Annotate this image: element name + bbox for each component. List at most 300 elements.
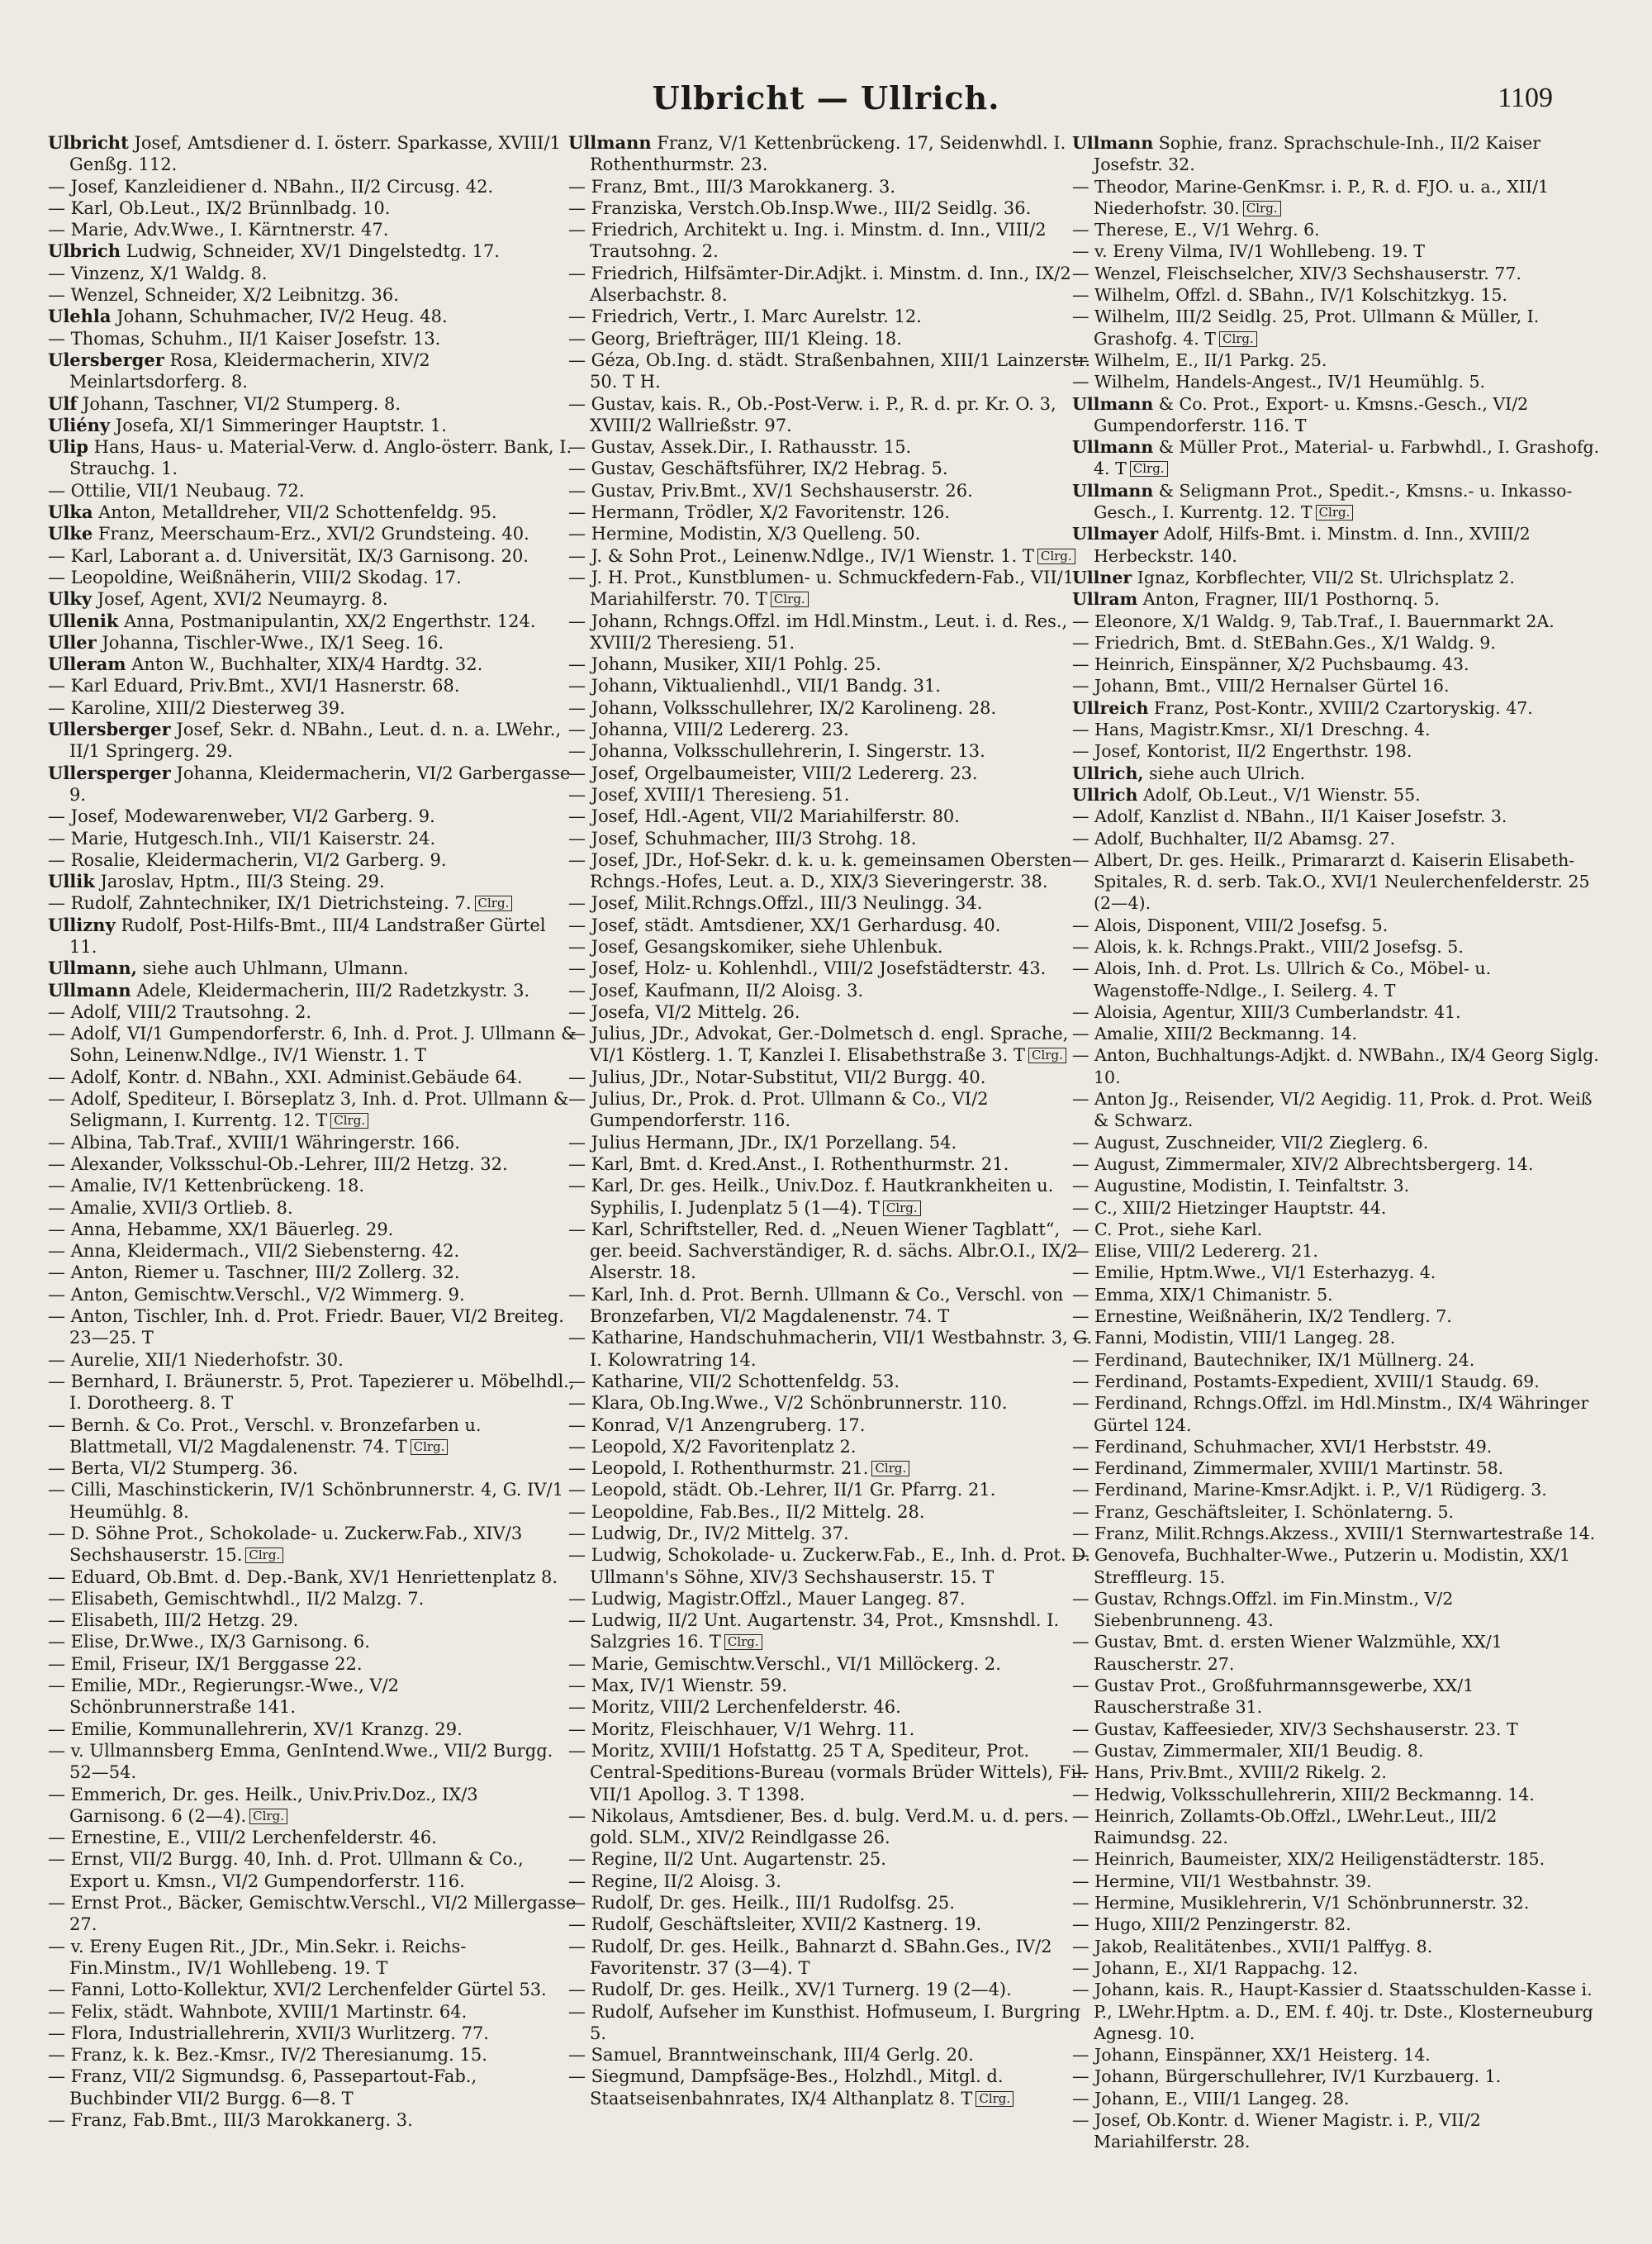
entry-surname: Uliény [48, 414, 111, 435]
directory-entry [48, 675, 577, 696]
directory-entry [568, 1436, 1097, 1457]
entry-text: — Konrad, V/1 Anzengruberg. 17. [568, 1414, 866, 1435]
entry-text: & Müller Prot., Material- u. Farbwhdl., I. Grashofg. 4. T [1094, 437, 1600, 479]
directory-entry [1072, 284, 1601, 306]
directory-entry [1072, 2066, 1601, 2087]
entry-text: — Felix, städt. Wahnbote, XVIII/1 Martinstr. 64. [48, 2001, 468, 2022]
directory-entry [48, 1197, 577, 1219]
directory-entry [568, 936, 1097, 958]
directory-entry [568, 1719, 1097, 1740]
entry-surname: Ullrich [1072, 784, 1138, 805]
entry-text: — Elise, VIII/2 Ledererg. 21. [1072, 1241, 1318, 1262]
directory-entry [1072, 1588, 1601, 1632]
entry-text: — Ernst Prot., Bäcker, Gemischtw.Verschl., VI/2 Millergasse 27. [48, 1893, 577, 1935]
clearing-badge: Clrg. [245, 1548, 283, 1563]
directory-entry [568, 1001, 1097, 1023]
directory-entry [1072, 1262, 1601, 1283]
directory-entry [1072, 1001, 1601, 1023]
entry-text: — Albert, Dr. ges. Heilk., Primararzt d. Kaiserin Elisabeth-Spitales, R. d. serb. Tak.O., XVI/1 Neulerchenfelderstr. 25 (2—4). [1072, 849, 1590, 914]
entry-text: — Elisabeth, Gemischtwhdl., II/2 Malzg. 7. [48, 1588, 425, 1609]
entry-text: — Adolf, Kanzlist d. NBahn., II/1 Kaiser Josefstr. 3. [1072, 806, 1507, 827]
entry-text: — Karl Eduard, Priv.Bmt., XVI/1 Hasnerstr. 68. [48, 676, 460, 696]
directory-entry [1072, 611, 1601, 632]
entry-text: — Johann, Rchngs.Offzl. im Hdl.Minstm., Leut. i. d. Res., XVIII/2 Theresieng. 51. [568, 611, 1068, 653]
directory-entry [1072, 784, 1601, 806]
entry-text: Josef, Sekr. d. NBahn., Leut. d. n. a. LWehr., II/1 Springerg. 29. [69, 720, 562, 762]
directory-entry [1072, 480, 1601, 524]
entry-text: — Eleonore, X/1 Waldg. 9, Tab.Traf., I. Bauernmarkt 2A. [1072, 611, 1555, 631]
entry-text: — Johann, E., XI/1 Rappachg. 12. [1072, 1957, 1359, 1978]
entry-text: — Anton, Tischler, Inh. d. Prot. Friedr. Bauer, VI/2 Breiteg. 23—25. T [48, 1306, 564, 1348]
entry-text: — Hermann, Trödler, X/2 Favoritenstr. 126. [568, 502, 951, 523]
entry-text: — Rudolf, Aufseher im Kunsthist. Hofmuseum, I. Burgring 5. [568, 2001, 1081, 2043]
directory-entry [1072, 1675, 1601, 1719]
directory-entry [568, 436, 1097, 458]
entry-text: — Johann, Musiker, XII/1 Pohlg. 25. [568, 654, 881, 675]
entry-text: — Regine, II/2 Aloisg. 3. [568, 1871, 781, 1891]
directory-entry [48, 1740, 577, 1784]
directory-entry [568, 719, 1097, 740]
entry-surname: Ulky [48, 588, 93, 610]
entry-text: — Anton, Riemer u. Taschner, III/2 Zollerg. 32. [48, 1262, 460, 1283]
directory-entry [568, 1219, 1097, 1284]
clearing-badge: Clrg. [1028, 1048, 1066, 1063]
entry-text: Sophie, franz. Sprachschule-Inh., II/2 Kaiser Josefstr. 32. [1094, 133, 1540, 175]
entry-text: — Albina, Tab.Traf., XVIII/1 Währingerstr. 166. [48, 1132, 460, 1153]
directory-entry [568, 1132, 1097, 1153]
entry-text: — J. H. Prot., Kunstblumen- u. Schmuckfedern-Fab., VII/1 Mariahilferstr. 70. T [568, 567, 1075, 610]
directory-entry [568, 2044, 1097, 2066]
entry-text: — Josef, JDr., Hof-Sekr. d. k. u. k. gemeinsamen Obersten Rchngs.-Hofes, Leut. a. D., XIX/3 Sieveringerstr. 38. [568, 849, 1072, 892]
entry-text: — Josef, Schuhmacher, III/3 Strohg. 18. [568, 828, 917, 849]
directory-entry [1072, 1044, 1601, 1088]
directory-entry [48, 1067, 577, 1088]
clearing-badge: Clrg. [724, 1634, 762, 1650]
directory-entry [568, 1609, 1097, 1653]
directory-entry [1072, 1088, 1601, 1132]
entry-text: — C. Prot., siehe Karl. [1072, 1219, 1263, 1239]
entry-text: — v. Ereny Vilma, IV/1 Wohllebeng. 19. T [1072, 241, 1425, 262]
clearing-badge: Clrg. [1219, 331, 1257, 347]
entry-text: — Katharine, Handschuhmacherin, VII/1 Westbahnstr. 3, G. I. Kolowratring 14. [568, 1328, 1093, 1370]
directory-entry [568, 1327, 1097, 1371]
entry-text: — Jakob, Realitätenbes., XVII/1 Palffyg. 8. [1072, 1936, 1433, 1956]
entry-text: Johanna, Tischler-Wwe., IX/1 Seeg. 16. [96, 632, 444, 653]
directory-entry [568, 958, 1097, 979]
clearing-badge: Clrg. [475, 896, 513, 911]
entry-surname: Ullersberger [48, 719, 171, 740]
directory-entry [1072, 371, 1601, 392]
entry-text: — Elisabeth, III/2 Hetzg. 29. [48, 1610, 299, 1631]
entry-text: — Johann, Volksschullehrer, IX/2 Karolineng. 28. [568, 697, 997, 718]
entry-text: — Marie, Gemischtw.Verschl., VI/1 Millöckerg. 2. [568, 1653, 1001, 1674]
entry-text: — Gustav, Geschäftsführer, IX/2 Hebrag. 5. [568, 459, 948, 479]
entry-text: & Seligmann Prot., Spedit.-, Kmsns.- u. Inkasso-Gesch., I. Kurrentg. 12. T [1094, 480, 1573, 523]
entry-text: — Ferdinand, Bautechniker, IX/1 Müllnerg. 24. [1072, 1349, 1475, 1370]
directory-entry [568, 393, 1097, 437]
entry-text: — Ludwig, II/2 Unt. Augartenstr. 34, Prot., Kmsnshdl. I. Salzgries 16. T [568, 1610, 1060, 1652]
directory-entry [568, 915, 1097, 936]
entry-text: — Franz, Fab.Bmt., III/3 Marokkanerg. 3. [48, 2110, 413, 2131]
directory-entry [568, 1805, 1097, 1849]
entry-text: — Emilie, Hptm.Wwe., VI/1 Esterhazyg. 4. [1072, 1262, 1436, 1283]
directory-entry [48, 892, 577, 914]
entry-text: — Josef, Orgelbaumeister, VIII/2 Ledererg. 23. [568, 763, 978, 783]
directory-entry [568, 1696, 1097, 1718]
directory-entry [1072, 1892, 1601, 1914]
column-1 [48, 132, 577, 2198]
directory-entry [48, 1609, 577, 1631]
directory-entry [568, 328, 1097, 349]
entry-surname: Uller [48, 631, 97, 653]
directory-entry [1072, 1219, 1601, 1240]
directory-entry [48, 1219, 577, 1240]
entry-text: & Co. Prot., Export- u. Kmsns.-Gesch., VI/2 Gumpendorferstr. 116. T [1094, 393, 1529, 435]
directory-entry [1072, 1936, 1601, 1957]
directory-entry [48, 1523, 577, 1567]
directory-entry [568, 219, 1097, 263]
entry-text: — Gustav, Priv.Bmt., XV/1 Sechshauserstr. 26. [568, 480, 973, 501]
directory-entry [48, 1567, 577, 1588]
clearing-badge: Clrg. [1037, 549, 1075, 564]
entry-text: — Franz, Bmt., III/3 Marokkanerg. 3. [568, 176, 896, 197]
entry-text: — Johann, Bmt., VIII/2 Hernalser Gürtel 16. [1072, 676, 1450, 696]
entry-text: Adolf, Hilfs-Bmt. i. Minstm. d. Inn., XVIII/2 Herbeckstr. 140. [1094, 524, 1531, 566]
entry-text: — Josef, Milit.Rchngs.Offzl., III/3 Neulingg. 34. [568, 893, 983, 914]
entry-text: siehe auch Ulrich. [1143, 763, 1306, 783]
directory-entry [568, 502, 1097, 523]
directory-entry [1072, 763, 1601, 784]
entry-text: — Amalie, XIII/2 Beckmanng. 14. [1072, 1024, 1358, 1044]
directory-entry [1072, 1023, 1601, 1044]
directory-entry [48, 1936, 577, 1980]
directory-entry [48, 306, 577, 327]
entry-text: — Ludwig, Dr., IV/2 Mittelg. 37. [568, 1524, 849, 1543]
entry-text: Franz, V/1 Kettenbrückeng. 17, Seidenwhdl. I. Rothenthurmstr. 23. [590, 133, 1066, 175]
directory-entry [48, 1827, 577, 1848]
directory-entry [1072, 1914, 1601, 1935]
directory-entry [1072, 1740, 1601, 1761]
directory-entry [48, 545, 577, 567]
directory-entry [48, 393, 577, 415]
entry-text: — Bernh. & Co. Prot., Verschl. v. Bronzefarben u. Blattmetall, VI/2 Magdalenenstr. 74. T [48, 1414, 482, 1457]
directory-entry [48, 263, 577, 284]
entry-text: Josefa, XI/1 Simmeringer Hauptstr. 1. [110, 415, 447, 435]
entry-text: — Rudolf, Dr. ges. Heilk., III/1 Rudolfsg. 25. [568, 1893, 955, 1914]
directory-entry [48, 240, 577, 262]
entry-text: — Franz, VII/2 Sigmundsg. 6, Passepartout-Fab., Buchbinder VII/2 Burgg. 6—8. T [48, 2066, 477, 2109]
entry-text: — Ludwig, Schokolade- u. Zuckerw.Fab., E., Inh. d. Prot. D. Ullmann's Söhne, XIV/3 Sechshauserstr. 15. T [568, 1545, 1091, 1587]
directory-entry [1072, 697, 1601, 719]
directory-entry [568, 806, 1097, 827]
entry-text: — Karl, Ob.Leut., IX/2 Brünnlbadg. 10. [48, 197, 391, 218]
directory-entry [1072, 436, 1601, 480]
clearing-badge: Clrg. [249, 1809, 287, 1824]
entry-text: — August, Zimmermaler, XIV/2 Albrechtsbergerg. 14. [1072, 1153, 1534, 1174]
entry-text: — Aloisia, Agentur, XIII/3 Cumberlandstr. 41. [1072, 1001, 1461, 1022]
entry-text: — Genovefa, Buchhalter-Wwe., Putzerin u. Modistin, XX/1 Streffleurg. 15. [1072, 1545, 1571, 1587]
directory-entry [568, 480, 1097, 502]
directory-entry [1072, 915, 1601, 936]
directory-entry [48, 1653, 577, 1675]
directory-entry [1072, 1501, 1601, 1523]
entry-text: — Max, IV/1 Wienstr. 59. [568, 1676, 788, 1696]
entry-text: — Thomas, Schuhm., II/1 Kaiser Josefstr. 13. [48, 328, 441, 349]
directory-entry [1072, 219, 1601, 240]
entry-text: — Karoline, XIII/2 Diesterweg 39. [48, 697, 345, 718]
entry-text: — Amalie, XVII/3 Ortlieb. 8. [48, 1197, 293, 1218]
entry-text: — Franz, Geschäftsleiter, I. Schönlaterng. 5. [1072, 1501, 1455, 1522]
directory-entry [1072, 1523, 1601, 1544]
directory-entry [48, 1414, 577, 1458]
directory-entry [48, 654, 577, 675]
entry-text: — Ferdinand, Rchngs.Offzl. im Hdl.Minstm., IX/4 Währinger Gürtel 124. [1072, 1393, 1589, 1435]
directory-entry [48, 2066, 577, 2109]
entry-text: — C., XIII/2 Hietzinger Hauptstr. 44. [1072, 1197, 1387, 1218]
entry-text: — Moritz, VIII/2 Lerchenfelderstr. 46. [568, 1697, 901, 1718]
directory-entry [568, 176, 1097, 197]
entry-text: — Josef, Hdl.-Agent, VII/2 Mariahilferstr. 80. [568, 806, 960, 827]
entry-text: — Moritz, XVIII/1 Hofstattg. 25 T A, Spediteur, Prot. Central-Speditions-Bureau (vormals Brüder Wittels), Fil. VII/1 Apollog. 3. T 1398. [568, 1740, 1088, 1804]
entry-text: — Josefa, VI/2 Mittelg. 26. [568, 1001, 800, 1022]
clearing-badge: Clrg. [411, 1439, 449, 1455]
directory-entry [1072, 1436, 1601, 1457]
entry-text: — Johann, Bürgerschullehrer, IV/1 Kurzbauerg. 1. [1072, 2066, 1502, 2087]
directory-entry [1072, 828, 1601, 849]
directory-entry [48, 1675, 577, 1719]
entry-surname: Ulersberger [48, 349, 164, 370]
entry-surname: Ulbrich [48, 240, 121, 262]
entry-text: — Hugo, XIII/2 Penzingerstr. 82. [1072, 1914, 1351, 1935]
entry-text: — v. Ullmannsberg Emma, GenIntend.Wwe., VII/2 Burgg. 52—54. [48, 1740, 553, 1783]
directory-entry [1072, 1175, 1601, 1196]
directory-entry [568, 1675, 1097, 1696]
entry-text: — Adolf, VIII/2 Trautsohng. 2. [48, 1001, 312, 1022]
directory-entry [48, 132, 577, 176]
entry-text: — Vinzenz, X/1 Waldg. 8. [48, 263, 268, 283]
directory-entry [48, 1284, 577, 1305]
entry-text: Anton, Fragner, III/1 Posthornq. 5. [1137, 589, 1440, 610]
entry-text: — Julius Hermann, JDr., IX/1 Porzellang. 54. [568, 1132, 957, 1153]
entry-text: — Josef, städt. Amtsdiener, XX/1 Gerhardusg. 40. [568, 915, 1001, 935]
entry-surname: Ullik [48, 871, 95, 892]
directory-entry [1072, 719, 1601, 740]
directory-entry [1072, 1631, 1601, 1675]
directory-entry [1072, 1957, 1601, 1979]
directory-entry [568, 1067, 1097, 1088]
directory-entry [1072, 132, 1601, 176]
entry-text: Josef, Agent, XVI/2 Neumayrg. 8. [92, 589, 388, 610]
entry-text: — Friedrich, Architekt u. Ing. i. Minstm. d. Inn., VIII/2 Trautsohng. 2. [568, 220, 1047, 262]
directory-entry [568, 1392, 1097, 1414]
directory-entry [48, 480, 577, 502]
entry-text: — Heinrich, Zollamts-Ob.Offzl., LWehr.Leut., III/2 Raimundsg. 22. [1072, 1805, 1498, 1848]
entry-text: — Aurelie, XII/1 Niederhofstr. 30. [48, 1349, 344, 1370]
entry-surname: Ulip [48, 436, 88, 458]
entry-surname: Ullreich [1072, 697, 1149, 718]
entry-text: — Regine, II/2 Unt. Augartenstr. 25. [568, 1849, 886, 1870]
directory-entry [568, 1892, 1097, 1914]
directory-entry [1072, 567, 1601, 588]
directory-entry [1072, 740, 1601, 762]
entry-text: — Johanna, Volksschullehrerin, I. Singerstr. 13. [568, 741, 985, 762]
entry-text: — Samuel, Branntweinschank, III/4 Gerlg. 20. [568, 2045, 974, 2066]
entry-text: — Josef, Kontorist, II/2 Engerthstr. 198. [1072, 741, 1412, 762]
directory-entry [568, 1936, 1097, 1980]
directory-entry [568, 980, 1097, 1001]
entry-text: — Anton, Buchhaltungs-Adjkt. d. NWBahn., IX/4 Georg Siglg. 10. [1072, 1045, 1599, 1087]
entry-text: — Josef, Modewarenweber, VI/2 Garberg. 9. [48, 806, 435, 827]
directory-entry [48, 1132, 577, 1153]
entry-text: — Hermine, VII/1 Westbahnstr. 39. [1072, 1871, 1372, 1891]
entry-text: — Julius, JDr., Notar-Substitut, VII/2 Burgg. 40. [568, 1067, 986, 1087]
entry-text: — Wenzel, Fleischselcher, XIV/3 Sechshauserstr. 77. [1072, 263, 1521, 283]
directory-entry [568, 1979, 1097, 2000]
entry-text: — Friedrich, Bmt. d. StEBahn.Ges., X/1 Waldg. 9. [1072, 632, 1496, 653]
directory-entry [1072, 1371, 1601, 1392]
entry-surname: Ulehla [48, 306, 112, 327]
column-3 [1072, 132, 1601, 2198]
entry-text: Josef, Amtsdiener d. I. österr. Sparkasse, XVIII/1 Genßg. 112. [69, 133, 561, 175]
directory-entry [568, 763, 1097, 784]
entry-text: — August, Zuschneider, VII/2 Zieglerg. 6. [1072, 1132, 1429, 1153]
entry-text: — Gustav, kais. R., Ob.-Post-Verw. i. P., R. d. pr. Kr. O. 3, XVIII/2 Wallrießstr. 97. [568, 393, 1056, 435]
directory-entry [568, 567, 1097, 611]
entry-text: — D. Söhne Prot., Schokolade- u. Zuckerw.Fab., XIV/3 Sechshauserstr. 15. [48, 1524, 523, 1566]
entry-text: — Fanni, Modistin, VIII/1 Langeg. 28. [1072, 1328, 1396, 1348]
directory-entry [568, 1371, 1097, 1392]
entry-text: — Emma, XIX/1 Chimanistr. 5. [1072, 1284, 1333, 1305]
entry-text: — Karl, Inh. d. Prot. Bernh. Ullmann & Co., Verschl. von Bronzefarben, VI/2 Magdalenenstr. 74. T [568, 1284, 1064, 1327]
directory-entry [568, 1414, 1097, 1436]
entry-text: — Gustav, Rchngs.Offzl. im Fin.Minstm., V/2 Siebenbrunneng. 43. [1072, 1588, 1454, 1631]
entry-text: Rosa, Kleidermacherin, XIV/2 Meinlartsdorferg. 8. [69, 349, 430, 392]
directory-entry [568, 2001, 1097, 2045]
directory-entry [48, 871, 577, 892]
entry-text: — Franziska, Verstch.Ob.Insp.Wwe., III/2 Seidlg. 36. [568, 197, 1032, 218]
directory-entry [48, 763, 577, 806]
entry-text: — Hermine, Modistin, X/3 Quelleng. 50. [568, 524, 921, 544]
entry-text: — v. Ereny Eugen Rit., JDr., Min.Sekr. i. Reichs-Fin.Minstm., IV/1 Wohllebeng. 19. T [48, 1936, 467, 1978]
directory-entry [1072, 176, 1601, 220]
directory-entry [48, 1262, 577, 1283]
entry-surname: Ullrich, [1072, 763, 1144, 783]
entry-text: — Josef, Ob.Kontr. d. Wiener Magistr. i. P., VII/2 Mariahilferstr. 28. [1072, 2110, 1481, 2152]
entry-text: — Augustine, Modistin, I. Teinfaltstr. 3. [1072, 1176, 1410, 1196]
entry-text: — Adolf, Spediteur, I. Börseplatz 3, Inh. d. Prot. Ullmann & Seligmann, I. Kurrentg. 12. T [48, 1089, 569, 1131]
entry-text: — Fanni, Lotto-Kollektur, XVI/2 Lerchenfelder Gürtel 53. [48, 1980, 547, 2000]
directory-entry [48, 523, 577, 544]
directory-entry [568, 1871, 1097, 1892]
directory-entry [1072, 1719, 1601, 1740]
clearing-badge: Clrg. [330, 1113, 368, 1129]
entry-text: — Adolf, VI/1 Gumpendorferstr. 6, Inh. d. Prot. J. Ullmann & Sohn, Leinenw.Ndlge., IV/1 Wienstr. 1. T [48, 1024, 577, 1066]
directory-entry [1072, 1153, 1601, 1175]
entry-text: Hans, Haus- u. Material-Verw. d. Anglo-österr. Bank, I. Strauchg. 1. [69, 437, 572, 479]
entry-surname: Ullmann, [48, 958, 137, 979]
entry-surname: Ullizny [48, 914, 116, 935]
entry-text: — Ernst, VII/2 Burgg. 40, Inh. d. Prot. Ullmann & Co., Export u. Kmsn., VI/2 Gumpendorferstr. 116. [48, 1849, 524, 1891]
directory-entry [48, 611, 577, 632]
directory-entry [48, 958, 577, 979]
entry-text: — Leopold, X/2 Favoritenplatz 2. [568, 1436, 857, 1457]
directory-entry [1072, 2044, 1601, 2066]
directory-entry [1072, 1284, 1601, 1305]
entry-text: — Johann, Einspänner, XX/1 Heisterg. 14. [1072, 2045, 1431, 2066]
entry-text: Adolf, Ob.Leut., V/1 Wienstr. 55. [1137, 784, 1421, 805]
directory-entry [48, 2044, 577, 2066]
entry-text: — Julius, JDr., Advokat, Ger.-Dolmetsch d. engl. Sprache, VI/1 Köstlerg. 1. T, Kanzlei I. Elisabethstraße 3. T [568, 1024, 1069, 1066]
entry-text: Franz, Post-Kontr., XVIII/2 Czartoryskig. 47. [1148, 697, 1533, 718]
entry-text: — Georg, Briefträger, III/1 Kleing. 18. [568, 328, 902, 349]
entry-text: — Josef, Holz- u. Kohlenhdl., VIII/2 Josefstädterstr. 43. [568, 958, 1047, 979]
entry-text: — Emil, Friseur, IX/1 Berggasse 22. [48, 1653, 363, 1674]
entry-text: — Therese, E., V/1 Wehrg. 6. [1072, 220, 1320, 240]
entry-text: — Alexander, Volksschul-Ob.-Lehrer, III/2 Hetzg. 32. [48, 1153, 508, 1174]
directory-entry [48, 1088, 577, 1132]
directory-entry [1072, 1871, 1601, 1892]
directory-entry [1072, 1197, 1601, 1219]
entry-text: — Flora, Industriallehrerin, XVII/3 Wurlitzerg. 77. [48, 2023, 489, 2043]
directory-entry [1072, 632, 1601, 654]
directory-entry [48, 219, 577, 240]
directory-entry [1072, 1544, 1601, 1588]
directory-entry [48, 2001, 577, 2023]
clearing-badge: Clrg. [1130, 461, 1168, 477]
entry-surname: Ulbricht [48, 132, 129, 153]
entry-text: — Siegmund, Dampfsäge-Bes., Holzhdl., Mitgl. d. Staatseisenbahnrates, IX/4 Althanplatz 8. T [568, 2066, 1004, 2109]
entry-text: Johanna, Kleidermacherin, VI/2 Garbergasse 9. [69, 763, 571, 805]
directory-entry [1072, 393, 1601, 437]
entry-text: — Theodor, Marine-GenKmsr. i. P., R. d. FJO. u. a., XII/1 Niederhofstr. 30. [1072, 176, 1550, 218]
entry-text: — Rudolf, Zahntechniker, IX/1 Dietrichsteing. 7. [48, 893, 472, 914]
directory-entry [568, 849, 1097, 893]
entry-text: — Josef, Kaufmann, II/2 Aloisg. 3. [568, 980, 864, 1001]
entry-text: — Josef, Gesangskomiker, siehe Uhlenbuk. [568, 936, 943, 957]
entry-text: Anna, Postmanipulantin, XX/2 Engerthstr. 124. [118, 611, 536, 631]
entry-text: Rudolf, Post-Hilfs-Bmt., III/4 Landstraßer Gürtel 11. [69, 915, 546, 957]
entry-surname: Ullersperger [48, 762, 171, 783]
directory-entry [48, 1892, 577, 1936]
directory-entry [48, 1479, 577, 1523]
entry-text: — Rudolf, Dr. ges. Heilk., XV/1 Turnerg. 19 (2—4). [568, 1980, 1012, 2000]
entry-text: — Karl, Bmt. d. Kred.Anst., I. Rothenthurmstr. 21. [568, 1153, 1009, 1174]
directory-entry [568, 1653, 1097, 1675]
entry-surname: Ulleram [48, 654, 126, 675]
entry-text: — Hans, Magistr.Kmsr., XI/1 Dreschng. 4. [1072, 720, 1431, 740]
directory-entry [568, 1479, 1097, 1500]
directory-entry [1072, 263, 1601, 284]
directory-entry [1072, 849, 1601, 915]
directory-entry [1072, 1805, 1601, 1849]
entry-text: — Nikolaus, Amtsdiener, Bes. d. bulg. Verd.M. u. d. pers. gold. SLM., XIV/2 Reindlgasse 26. [568, 1805, 1069, 1848]
entry-surname: Ullmann [1072, 437, 1154, 458]
entry-text: — Bernhard, I. Bräunerstr. 5, Prot. Tapezierer u. Möbelhdl., I. Dorotheerg. 8. T [48, 1371, 575, 1414]
directory-entry [568, 828, 1097, 849]
directory-entry [1072, 958, 1601, 1001]
entry-text: Johann, Schuhmacher, IV/2 Heug. 48. [111, 307, 448, 327]
entry-text: — Rosalie, Kleidermacherin, VI/2 Garberg. 9. [48, 849, 447, 870]
entry-text: — Friedrich, Hilfsämter-Dir.Adjkt. i. Minstm. d. Inn., IX/2 Alserbachstr. 8. [568, 263, 1071, 306]
directory-entry [1072, 1479, 1601, 1500]
directory-entry [568, 132, 1097, 176]
directory-entry [48, 349, 577, 393]
directory-entry [1072, 1240, 1601, 1262]
entry-text: — Marie, Hutgesch.Inh., VII/1 Kaiserstr. 24. [48, 828, 436, 849]
entry-text: — Karl, Schriftsteller, Red. d. „Neuen Wiener Tagblatt“, ger. beeid. Sachverständiger, R. d. sächs. Albr.O.I., IX/2 Alserstr. 18. [568, 1219, 1078, 1283]
directory-entry [48, 1979, 577, 2000]
entry-text: Franz, Meerschaum-Erz., XVI/2 Grundsteing. 40. [93, 524, 529, 544]
